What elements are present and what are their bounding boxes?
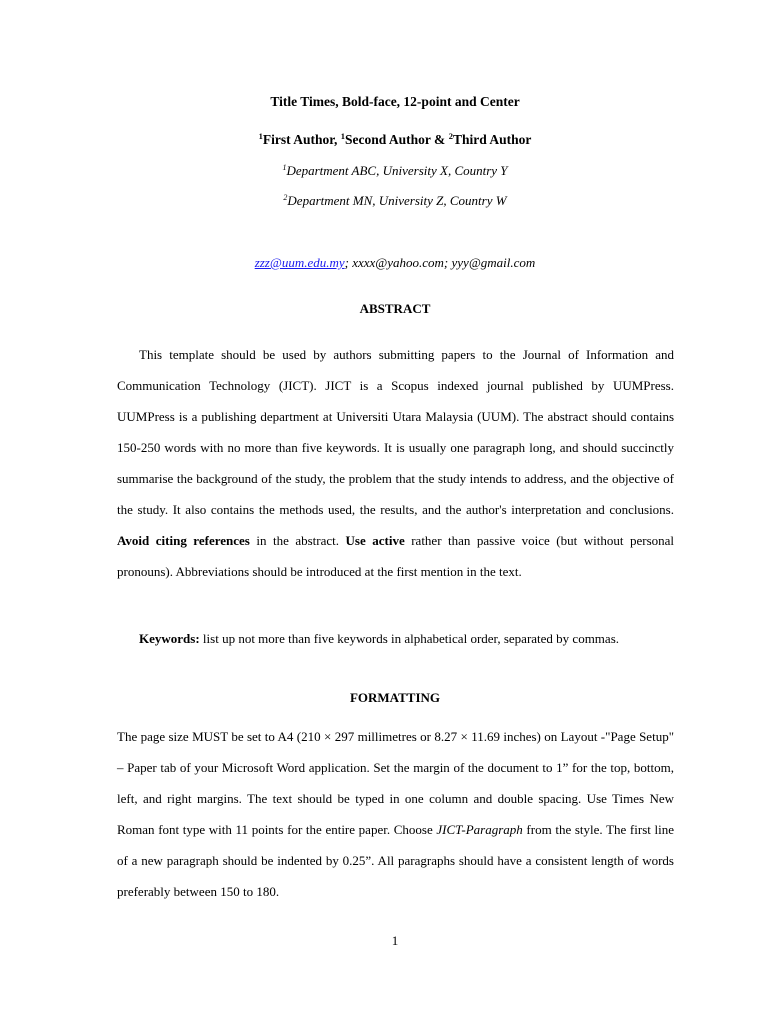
author-1: First Author,: [262, 132, 341, 147]
affiliation-2-text: Department MN, University Z, Country W: [287, 193, 507, 208]
abstract-text-3: rather than passive voice (but without personal pronouns). Abbreviations should be introduced at the first mention in the text.: [117, 533, 675, 579]
affiliation-2-superscript: 2: [283, 193, 288, 202]
abstract-bold-2: Use active: [345, 533, 405, 548]
formatting-heading: FORMATTING: [349, 690, 441, 705]
page-number: 1: [391, 933, 399, 948]
affiliation-1-superscript: 1: [282, 163, 287, 172]
author-line: [0, 131, 768, 149]
abstract-text-1: This template should be used by authors submitting papers to the Journal of Information and Communication Technology (JICT). JICT is a Scopus indexed journal published by UUMPress. UUMPress is a publishing department at Universiti Utara Malaysia (UUM). The abstract should contains 150-250 words with no more than five keywords. It is usually one paragraph long, and should succinctly summarise the background of the study, the problem that the study intends to address, and the objective of the study. It also contains the methods used, the results, and the author's interpretation and conclusions.: [117, 347, 674, 517]
keywords-text: list up not more than five keywords in alphabetical order, separated by commas.: [199, 631, 619, 646]
paper-title: Title Times, Bold-face, 12-point and Center: [270, 94, 520, 109]
affiliation-2: [0, 192, 768, 210]
formatting-text-2: from the style. The first line of a new paragraph should be indented by 0.25”. All paragraphs should have a consistent length of words preferably between 150 to 180.: [117, 822, 674, 899]
abstract-paragraph: [117, 339, 674, 587]
email-others: ; xxxx@yahoo.com; yyy@gmail.com: [344, 255, 536, 270]
formatting-italic-1: JICT-Paragraph: [436, 822, 523, 837]
author-3: Third Author: [452, 132, 532, 147]
abstract-text-2: in the abstract.: [249, 533, 346, 548]
author-3-superscript: 2: [448, 131, 453, 141]
formatting-paragraph: [117, 721, 674, 907]
email-line: [0, 254, 768, 272]
affiliation-1: [0, 162, 768, 180]
keywords-line: [139, 629, 699, 649]
affiliation-1-text: Department ABC, University X, Country Y: [286, 163, 508, 178]
formatting-text-1: The page size MUST be set to A4 (210 × 297 millimetres or 8.27 × 11.69 inches) on Layout -"Page Setup" – Paper tab of your Microsoft Word application. Set the margin of the document to 1” for the top, bottom, left, and right margins. The text should be typed in one column and double spacing. Use Times New Roman font type with 11 points for the entire paper. Choose: [117, 729, 674, 837]
author-1-superscript: 1: [258, 131, 263, 141]
abstract-heading: ABSTRACT: [359, 301, 431, 316]
abstract-bold-1: Avoid citing references: [117, 533, 250, 548]
author-2: Second Author &: [345, 132, 449, 147]
author-2-superscript: 1: [340, 131, 346, 141]
keywords-label: Keywords:: [139, 631, 200, 646]
email-link[interactable]: zzz@uum.edu.my: [254, 255, 345, 270]
